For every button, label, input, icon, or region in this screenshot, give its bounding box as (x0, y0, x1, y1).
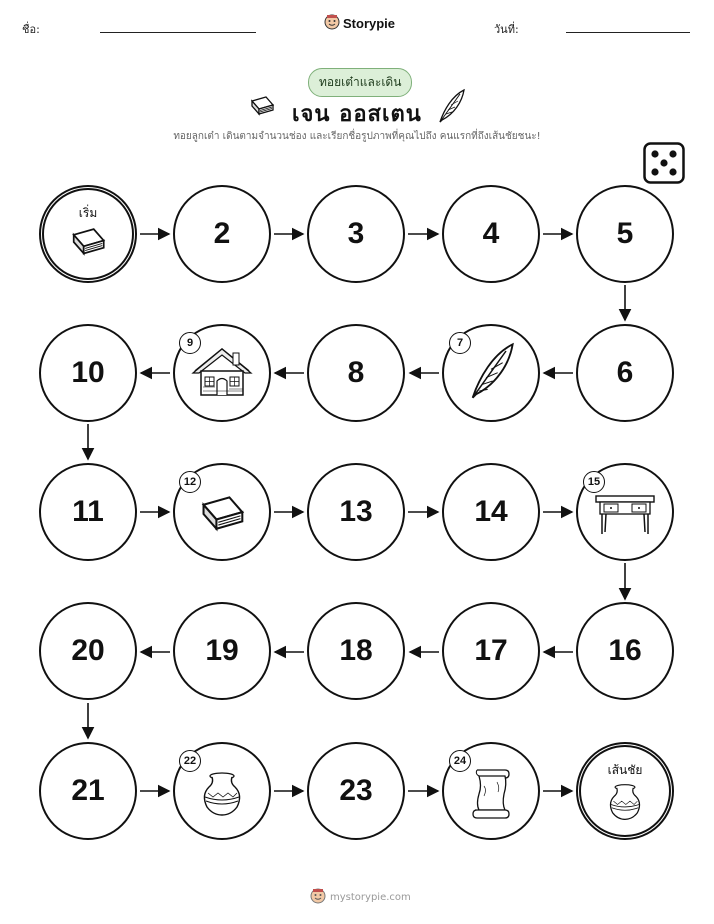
brand-name: Storypie (343, 16, 396, 31)
name-label: ชื่อ: (22, 23, 40, 36)
space-number: 18 (339, 634, 373, 667)
board-space[interactable] (576, 185, 674, 283)
space-number-badge: 22 (179, 750, 201, 772)
board-space[interactable] (307, 463, 405, 561)
board-space-picture[interactable] (173, 324, 271, 422)
space-number-badge: 9 (179, 332, 201, 354)
feather-quill-icon (463, 341, 519, 405)
writing-desk-icon (594, 492, 656, 540)
vase-icon (199, 771, 245, 821)
space-number-badge: 7 (449, 332, 471, 354)
space-number: 14 (474, 495, 508, 528)
instructions-text: ทอยลูกเต๋า เดินตามจำนวนช่อง และเรียกชื่อรูปภาพที่คุณไปถึง คนแรกที่ถึงเส้นชัยชนะ! (173, 131, 541, 142)
book-icon (196, 490, 248, 542)
space-number-badge: 15 (583, 471, 605, 493)
space-number: 3 (347, 217, 365, 250)
start-space[interactable] (39, 185, 137, 283)
board-space[interactable] (576, 324, 674, 422)
board-space[interactable] (576, 602, 674, 700)
space-number: 23 (339, 774, 373, 807)
board-space-picture[interactable] (173, 742, 271, 840)
space-number: 13 (339, 495, 373, 528)
space-number: 16 (608, 634, 642, 667)
board-space[interactable] (307, 324, 405, 422)
vase-icon (606, 783, 644, 825)
board-space[interactable] (173, 602, 271, 700)
cottage-icon (189, 343, 255, 403)
space-number: 5 (616, 217, 634, 250)
scroll-icon (469, 766, 513, 824)
board-space[interactable] (307, 742, 405, 840)
space-number-badge: 12 (179, 471, 201, 493)
board-space[interactable] (307, 602, 405, 700)
board-space[interactable] (442, 185, 540, 283)
storypie-mascot-icon (310, 888, 326, 907)
board-space-picture[interactable] (173, 463, 271, 561)
finish-space[interactable] (576, 742, 674, 840)
space-number: 2 (213, 217, 231, 250)
board-space-picture[interactable] (442, 742, 540, 840)
space-number-badge: 24 (449, 750, 471, 772)
board-space[interactable] (39, 742, 137, 840)
space-number: 4 (482, 217, 500, 250)
space-number: 8 (347, 356, 365, 389)
date-label: วันที่: (494, 23, 519, 36)
space-number: 17 (474, 634, 508, 667)
board-space[interactable] (39, 463, 137, 561)
game-type-badge: ทอยเต๋าและเดิน (308, 68, 412, 97)
space-number: 11 (72, 495, 104, 528)
board-space[interactable] (39, 324, 137, 422)
finish-label: เส้นชัย (607, 763, 643, 777)
page-title: เจน ออสเตน (292, 102, 422, 127)
book-icon (68, 223, 108, 265)
board-space[interactable] (173, 185, 271, 283)
space-number: 19 (205, 634, 239, 667)
board-space-picture[interactable] (442, 324, 540, 422)
footer-url[interactable]: mystorypie.com (330, 892, 411, 903)
board-space[interactable] (39, 602, 137, 700)
board-space[interactable] (442, 602, 540, 700)
board-space[interactable] (442, 463, 540, 561)
board-space-picture[interactable] (576, 463, 674, 561)
space-number: 21 (71, 774, 105, 807)
space-number: 10 (71, 356, 105, 389)
footer (310, 888, 411, 907)
space-number: 6 (616, 356, 634, 389)
board-space[interactable] (307, 185, 405, 283)
start-label: เริ่ม (78, 206, 98, 220)
space-number: 20 (71, 634, 105, 667)
